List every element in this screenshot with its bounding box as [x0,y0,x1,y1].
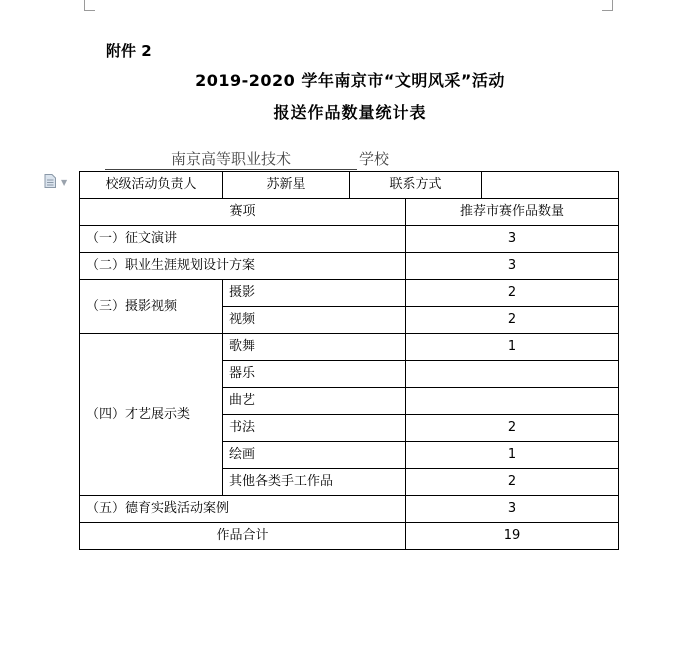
contact-label: 联系方式 [350,172,482,199]
sub-label: 其他各类手工作品 [223,469,406,496]
crop-mark-top-left [84,0,95,11]
total-count: 19 [406,523,619,550]
title-line-1: 2019-2020 学年南京市“文明风采”活动 [195,71,505,90]
sub-label: 摄影 [223,280,406,307]
table-row [80,334,619,361]
leader-value: 苏新星 [223,172,350,199]
sub-label: 书法 [223,415,406,442]
school-name: 南京高等职业技术 [105,149,357,170]
attachment-label: 附件 2 [106,42,152,60]
row-count: 3 [406,253,619,280]
school-suffix: 学校 [359,150,390,168]
sub-label: 视频 [223,307,406,334]
row-count: 3 [406,496,619,523]
total-label: 作品合计 [80,523,406,550]
sub-count: 2 [406,280,619,307]
table-row [80,226,619,253]
sub-label: 曲艺 [223,388,406,415]
sub-count [406,388,619,415]
statistics-table [79,171,619,550]
contact-value [482,172,619,199]
row-label: （二）职业生涯规划设计方案 [80,253,406,280]
table-header-row [80,199,619,226]
total-row [80,523,619,550]
header-item: 赛项 [80,199,406,226]
sub-count [406,361,619,388]
header-count: 推荐市赛作品数量 [406,199,619,226]
group-label: （三）摄影视频 [80,280,223,334]
sub-count: 1 [406,334,619,361]
sub-label: 器乐 [223,361,406,388]
leader-label: 校级活动负责人 [80,172,223,199]
row-count: 3 [406,226,619,253]
sub-label: 绘画 [223,442,406,469]
sub-count: 2 [406,307,619,334]
row-label: （五）德育实践活动案例 [80,496,406,523]
table-row [80,280,619,307]
sub-count: 1 [406,442,619,469]
sub-count: 2 [406,415,619,442]
row-label: （一）征文演讲 [80,226,406,253]
sub-label: 歌舞 [223,334,406,361]
group-label: （四）才艺展示类 [80,334,223,496]
document-icon[interactable] [44,174,56,188]
caret-down-icon[interactable]: ▼ [61,178,68,187]
table-row [80,253,619,280]
crop-mark-top-right [602,0,613,11]
table-row [80,496,619,523]
title-line-2: 报送作品数量统计表 [273,103,427,122]
contact-row [80,172,619,199]
sub-count: 2 [406,469,619,496]
school-line [105,148,389,170]
